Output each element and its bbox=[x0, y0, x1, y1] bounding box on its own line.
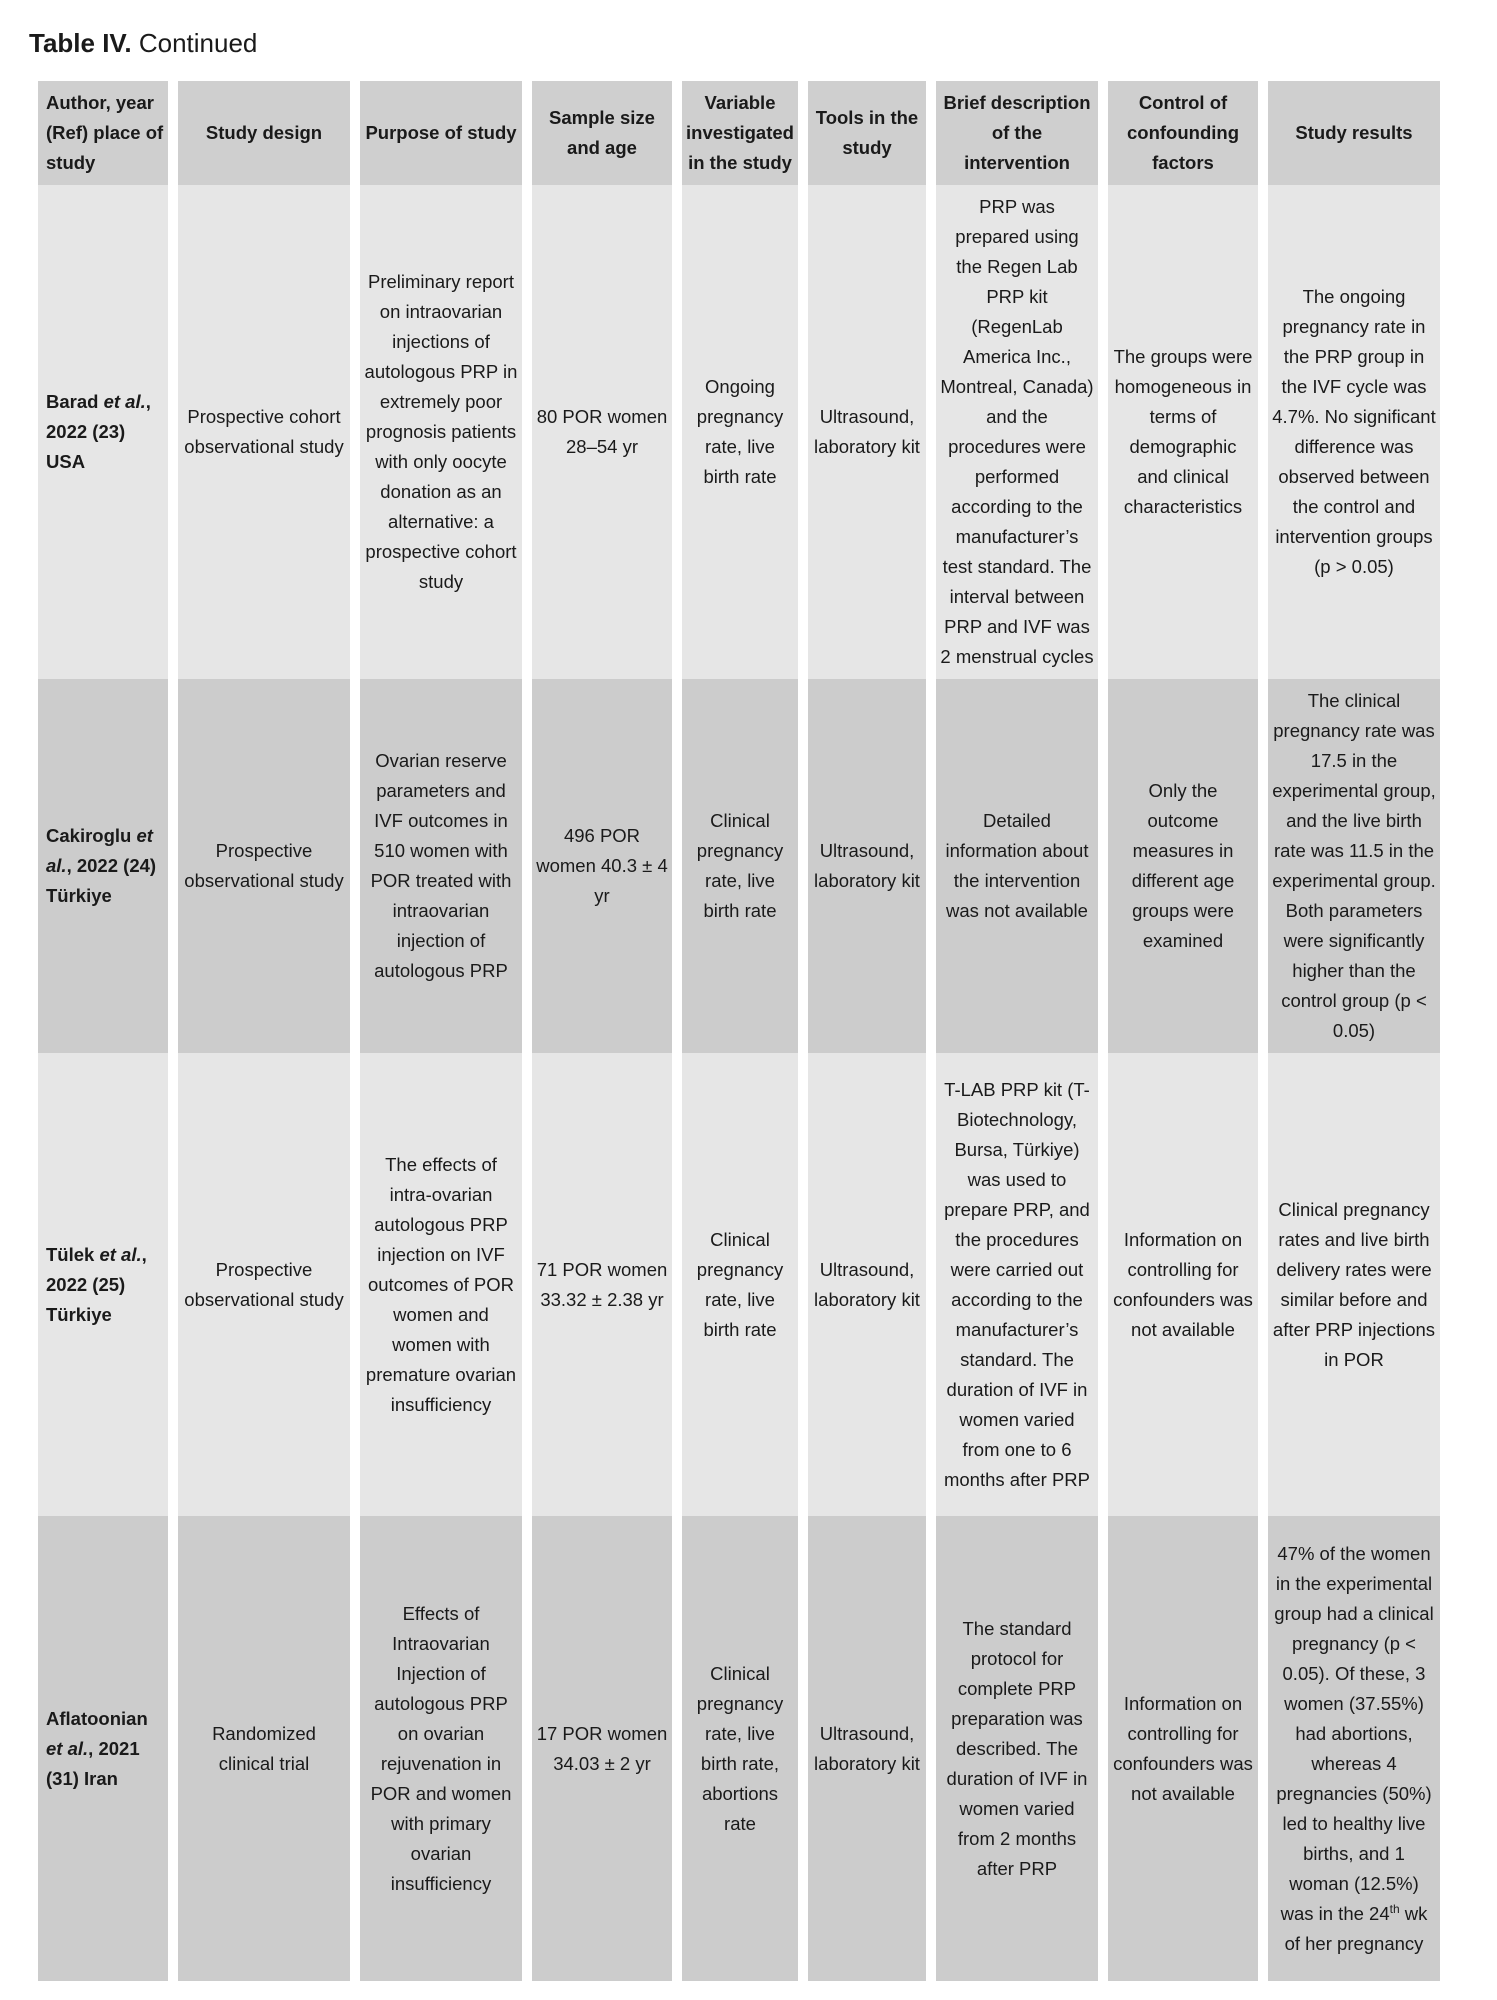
header-purpose: Purpose of study bbox=[360, 81, 522, 185]
cell-purpose: The effects of intra-ovarian autologous PRP injection on IVF outcomes of POR women and women with premature ovarian insufficiency bbox=[360, 1053, 522, 1516]
cell-purpose: Ovarian reserve parameters and IVF outcomes in 510 women with POR treated with intraovarian injection of autologous PRP bbox=[360, 679, 522, 1053]
cell-intervention: PRP was prepared using the Regen Lab PRP kit (RegenLab America Inc., Montreal, Canada) and the procedures were performed according to the manufacturer’s test standard. The interval between PRP and IVF was 2 menstrual cycles bbox=[936, 185, 1098, 679]
header-confounding: Control of confounding factors bbox=[1108, 81, 1258, 185]
cell-intervention: Detailed information about the intervention was not available bbox=[936, 679, 1098, 1053]
cell-sample: 496 POR women 40.3 ± 4 yr bbox=[532, 679, 672, 1053]
cell-purpose: Preliminary report on intraovarian injections of autologous PRP in extremely poor prognosis patients with only oocyte donation as an alternative: a prospective cohort study bbox=[360, 185, 522, 679]
cell-results: The ongoing pregnancy rate in the PRP group in the IVF cycle was 4.7%. No significant difference was observed between the control and intervention groups (p > 0.05) bbox=[1268, 185, 1440, 679]
cell-design: Prospective observational study bbox=[178, 1053, 350, 1516]
cell-design: Prospective observational study bbox=[178, 679, 350, 1053]
cell-intervention: T-LAB PRP kit (T-Biotechnology, Bursa, Türkiye) was used to prepare PRP, and the procedures were carried out according to the manufacturer’s standard. The duration of IVF in women varied from one to 6 months after PRP bbox=[936, 1053, 1098, 1516]
header-author: Author, year (Ref) place of study bbox=[38, 81, 168, 185]
cell-sample: 17 POR women 34.03 ± 2 yr bbox=[532, 1516, 672, 1981]
cell-sample: 71 POR women 33.32 ± 2.38 yr bbox=[532, 1053, 672, 1516]
cell-results: Clinical pregnancy rates and live birth delivery rates were similar before and after PRP injections in POR bbox=[1268, 1053, 1440, 1516]
header-intervention: Brief description of the intervention bbox=[936, 81, 1098, 185]
cell-tools: Ultrasound, laboratory kit bbox=[808, 679, 926, 1053]
cell-tools: Ultrasound, laboratory kit bbox=[808, 1053, 926, 1516]
table-row bbox=[38, 185, 1440, 679]
table-caption: Continued bbox=[138, 28, 258, 58]
cell-author: Tülek et al., 2022 (25) Türkiye bbox=[38, 1053, 168, 1516]
header-sample: Sample size and age bbox=[532, 81, 672, 185]
cell-variable: Clinical pregnancy rate, live birth rate, abortions rate bbox=[682, 1516, 798, 1981]
cell-variable: Clinical pregnancy rate, live birth rate bbox=[682, 1053, 798, 1516]
cell-author: Barad et al., 2022 (23) USA bbox=[38, 185, 168, 679]
cell-variable: Clinical pregnancy rate, live birth rate bbox=[682, 679, 798, 1053]
cell-tools: Ultrasound, laboratory kit bbox=[808, 1516, 926, 1981]
cell-purpose: Effects of Intraovarian Injection of autologous PRP on ovarian rejuvenation in POR and women with primary ovarian insufficiency bbox=[360, 1516, 522, 1981]
table-label: Table IV. bbox=[29, 28, 132, 58]
table-row bbox=[38, 679, 1440, 1053]
cell-confounding: Information on controlling for confounders was not available bbox=[1108, 1516, 1258, 1981]
header-variable: Variable investigated in the study bbox=[682, 81, 798, 185]
header-design: Study design bbox=[178, 81, 350, 185]
cell-results: 47% of the women in the experimental group had a clinical pregnancy (p < 0.05). Of these, 3 women (37.55%) had abortions, whereas 4 pregnancies (50%) led to healthy live births, and 1 woman (12.5%) was in the 24th wk of her pregnancy bbox=[1268, 1516, 1440, 1981]
cell-variable: Ongoing pregnancy rate, live birth rate bbox=[682, 185, 798, 679]
cell-confounding: Information on controlling for confounders was not available bbox=[1108, 1053, 1258, 1516]
header-row bbox=[38, 81, 1440, 185]
table-row bbox=[38, 1053, 1440, 1516]
study-table bbox=[28, 81, 1450, 1981]
header-tools: Tools in the study bbox=[808, 81, 926, 185]
cell-author: Aflatoonian et al., 2021 (31) Iran bbox=[38, 1516, 168, 1981]
cell-design: Randomized clinical trial bbox=[178, 1516, 350, 1981]
cell-confounding: The groups were homogeneous in terms of demographic and clinical characteristics bbox=[1108, 185, 1258, 679]
table-row bbox=[38, 1516, 1440, 1981]
cell-tools: Ultrasound, laboratory kit bbox=[808, 185, 926, 679]
cell-confounding: Only the outcome measures in different age groups were examined bbox=[1108, 679, 1258, 1053]
cell-intervention: The standard protocol for complete PRP preparation was described. The duration of IVF in women varied from 2 months after PRP bbox=[936, 1516, 1098, 1981]
cell-results: The clinical pregnancy rate was 17.5 in the experimental group, and the live birth rate was 11.5 in the experimental group. Both parameters were significantly higher than the control group (p < 0.05) bbox=[1268, 679, 1440, 1053]
cell-author: Cakiroglu et al., 2022 (24) Türkiye bbox=[38, 679, 168, 1053]
table-title bbox=[29, 26, 257, 60]
cell-design: Prospective cohort observational study bbox=[178, 185, 350, 679]
cell-sample: 80 POR women 28–54 yr bbox=[532, 185, 672, 679]
header-results: Study results bbox=[1268, 81, 1440, 185]
